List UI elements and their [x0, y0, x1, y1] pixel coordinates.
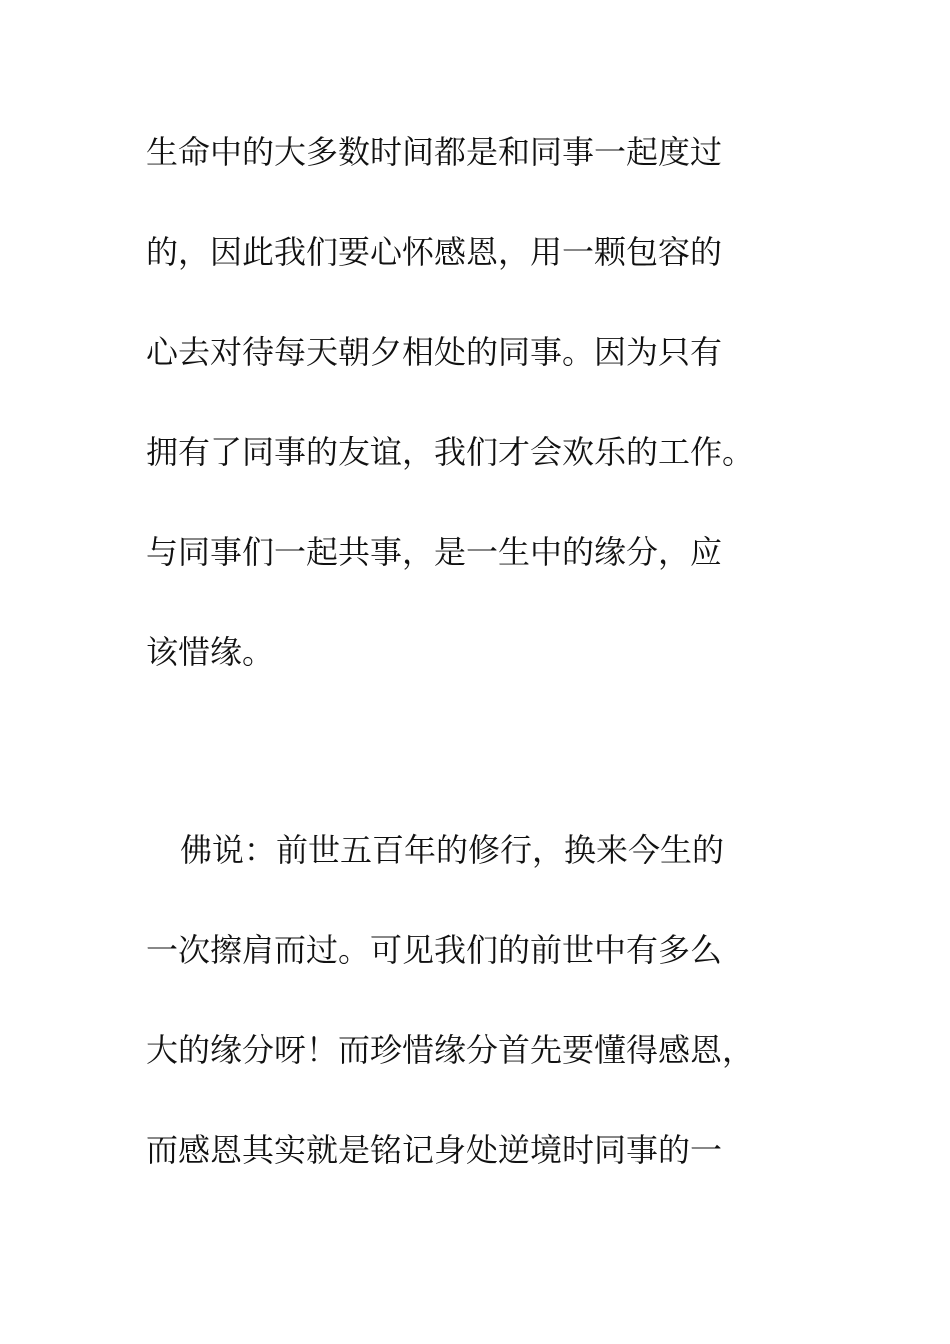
paragraph-2-line-2: 一次擦肩而过。可见我们的前世中有多么 — [146, 931, 723, 969]
paragraph-1-line-6: 该惜缘。 — [146, 633, 275, 671]
paragraph-2-line-1: 佛说：前世五百年的修行，换来今生的 — [180, 831, 725, 869]
paragraph-1-line-3: 心去对待每天朝夕相处的同事。因为只有 — [146, 333, 723, 371]
paragraph-1-line-4: 拥有了同事的友谊，我们才会欢乐的工作。 — [146, 433, 755, 471]
paragraph-2-line-3: 大的缘分呀！而珍惜缘分首先要懂得感恩， — [146, 1031, 755, 1069]
paragraph-2-line-4: 而感恩其实就是铭记身处逆境时同事的一 — [146, 1131, 723, 1169]
paragraph-1-line-2: 的，因此我们要心怀感恩，用一颗包容的 — [146, 233, 723, 271]
paragraph-1-line-1: 生命中的大多数时间都是和同事一起度过 — [146, 133, 723, 171]
paragraph-1-line-5: 与同事们一起共事，是一生中的缘分，应 — [146, 533, 723, 571]
